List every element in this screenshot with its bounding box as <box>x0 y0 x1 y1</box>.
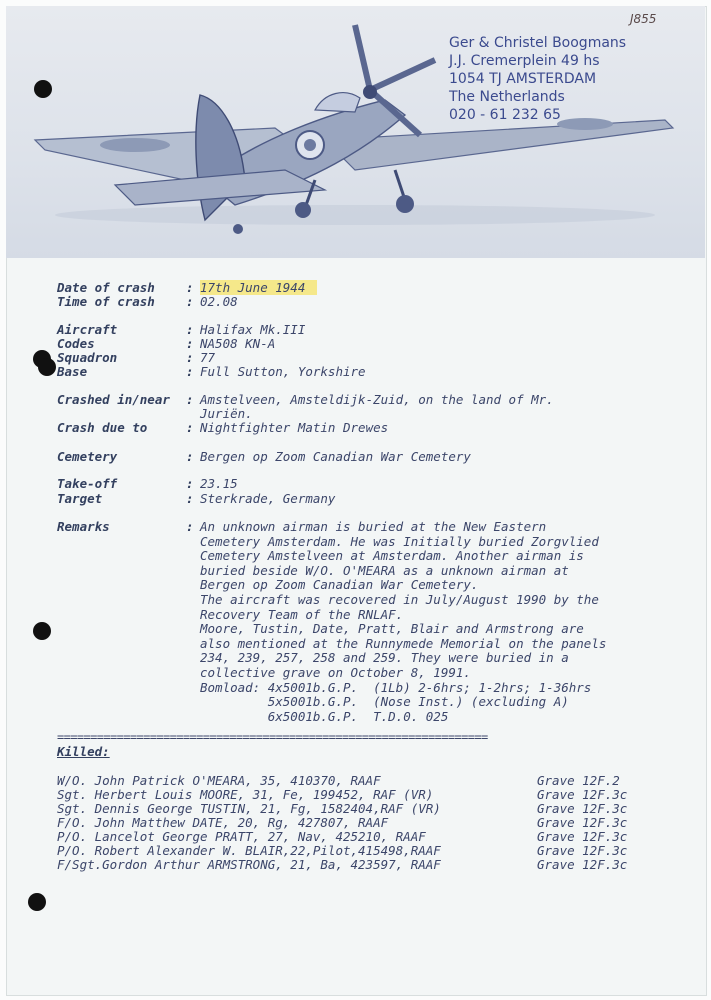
remarks-line: collective grave on October 8, 1991. <box>200 664 471 680</box>
remarks-line: 5x5001b.G.P. (Nose Inst.) (excluding A) <box>200 694 569 710</box>
punch-hole <box>33 622 51 640</box>
killed-heading: Killed: <box>57 744 110 759</box>
address-line: 1054 TJ AMSTERDAM <box>449 71 597 87</box>
remarks-line: 234, 239, 257, 258 and 259. They were buried in a <box>200 650 569 666</box>
field-colon: : <box>186 420 194 435</box>
field-colon: : <box>186 336 194 351</box>
killed-row: F/Sgt.Gordon Arthur ARMSTRONG, 21, Ba, 423597, RAAF <box>57 857 441 872</box>
field-value-time-of-crash: 02.08 <box>200 294 238 309</box>
remarks-line: Moore, Tustin, Date, Pratt, Blair and Armstrong are <box>200 621 584 637</box>
remarks-line: Bergen op Zoom Canadian War Cemetery. <box>200 577 479 593</box>
remarks-text <box>200 520 670 724</box>
field-value-codes: NA508 KN-A <box>200 336 276 351</box>
address-line: The Netherlands <box>449 89 565 105</box>
field-colon: : <box>186 476 194 491</box>
field-colon: : <box>186 491 194 506</box>
highlighted-date: 17th June 1944 <box>200 280 317 295</box>
punch-hole <box>28 893 46 911</box>
grave-ref: Grave 12F.2 <box>537 773 620 788</box>
killed-row: P/O. Robert Alexander W. BLAIR,22,Pilot,415498,RAAF <box>57 843 441 858</box>
punch-hole <box>34 80 52 98</box>
grave-ref: Grave 12F.3c <box>537 829 628 844</box>
field-label-take-off: Take-off <box>57 476 118 491</box>
field-label-squadron: Squadron <box>57 350 118 365</box>
field-value-crash-due-to: Nightfighter Matin Drewes <box>200 420 389 435</box>
field-value-aircraft: Halifax Mk.III <box>200 322 306 337</box>
field-colon: : <box>186 519 194 534</box>
address-line: J.J. Cremerplein 49 hs <box>449 53 600 69</box>
grave-ref: Grave 12F.3c <box>537 857 628 872</box>
remarks-line: An unknown airman is buried at the New Eastern <box>200 519 547 534</box>
field-label-codes: Codes <box>57 336 95 351</box>
remarks-line: Cemetery Amstelveen at Amsterdam. Another airman is <box>200 548 584 564</box>
field-value-crashed-near: Amstelveen, Amsteldijk-Zuid, on the land of Mr. <box>200 392 554 407</box>
field-label-crashed-near: Crashed in/near <box>57 392 170 407</box>
remarks-line: Cemetery Amsterdam. He was Initially buried Zorgvlied <box>200 533 599 549</box>
grave-ref: Grave 12F.3c <box>537 787 628 802</box>
field-label-base: Base <box>57 364 88 379</box>
grave-ref: Grave 12F.3c <box>537 801 628 816</box>
grave-ref: Grave 12F.3c <box>537 815 628 830</box>
field-colon: : <box>186 294 194 309</box>
field-label-cemetery: Cemetery <box>57 449 118 464</box>
killed-row: Sgt. Dennis George TUSTIN, 21, Fg, 1582404,RAF (VR) <box>57 801 441 816</box>
field-colon: : <box>186 350 194 365</box>
killed-row: W/O. John Patrick O'MEARA, 35, 410370, RAAF <box>57 773 381 788</box>
killed-row: Sgt. Herbert Louis MOORE, 31, Fe, 199452, RAF (VR) <box>57 787 434 802</box>
grave-ref: Grave 12F.3c <box>537 843 628 858</box>
remarks-line: The aircraft was recovered in July/August 1990 by the <box>200 591 599 607</box>
field-label-aircraft: Aircraft <box>57 322 118 337</box>
field-value-base: Full Sutton, Yorkshire <box>200 364 366 379</box>
field-value-target: Sterkrade, Germany <box>200 491 336 506</box>
field-value-cemetery: Bergen op Zoom Canadian War Cemetery <box>200 449 471 464</box>
separator-line: ================================================================= <box>57 730 488 744</box>
remarks-line: buried beside W/O. O'MEARA as a unknown airman at <box>200 562 569 578</box>
field-label-date-of-crash: Date of crash <box>57 280 155 295</box>
field-colon: : <box>186 280 194 295</box>
address-line: Ger & Christel Boogmans <box>449 35 627 51</box>
field-label-remarks: Remarks <box>57 519 110 534</box>
field-label-crash-due-to: Crash due to <box>57 420 148 435</box>
field-colon: : <box>186 322 194 337</box>
field-value-crashed-near-continued: Juriën. <box>200 406 253 421</box>
punch-hole <box>38 358 56 376</box>
address-block <box>449 34 626 124</box>
field-value-take-off: 23.15 <box>200 476 238 491</box>
remarks-line: also mentioned at the Runnymede Memorial on the panels <box>200 635 607 651</box>
reference-mark: J855 <box>630 12 657 26</box>
remarks-line: Recovery Team of the RNLAF. <box>200 606 404 622</box>
field-label-target: Target <box>57 491 103 506</box>
killed-row: F/O. John Matthew DATE, 20, Rg, 427807, RAAF <box>57 815 389 830</box>
field-label-time-of-crash: Time of crash <box>57 294 155 309</box>
killed-row: P/O. Lancelot George PRATT, 27, Nav, 425210, RAAF <box>57 829 426 844</box>
address-line: 020 - 61 232 65 <box>449 107 561 123</box>
field-colon: : <box>186 364 194 379</box>
remarks-line: 6x5001b.G.P. T.D.0. 025 <box>200 708 449 724</box>
field-value-date-of-crash <box>200 280 317 295</box>
field-value-squadron: 77 <box>200 350 216 365</box>
field-colon: : <box>186 449 194 464</box>
remarks-line: Bomload: 4x5001b.G.P. (1Lb) 2-6hrs; 1-2hrs; 1-36hrs <box>200 679 592 695</box>
field-colon: : <box>186 392 194 407</box>
